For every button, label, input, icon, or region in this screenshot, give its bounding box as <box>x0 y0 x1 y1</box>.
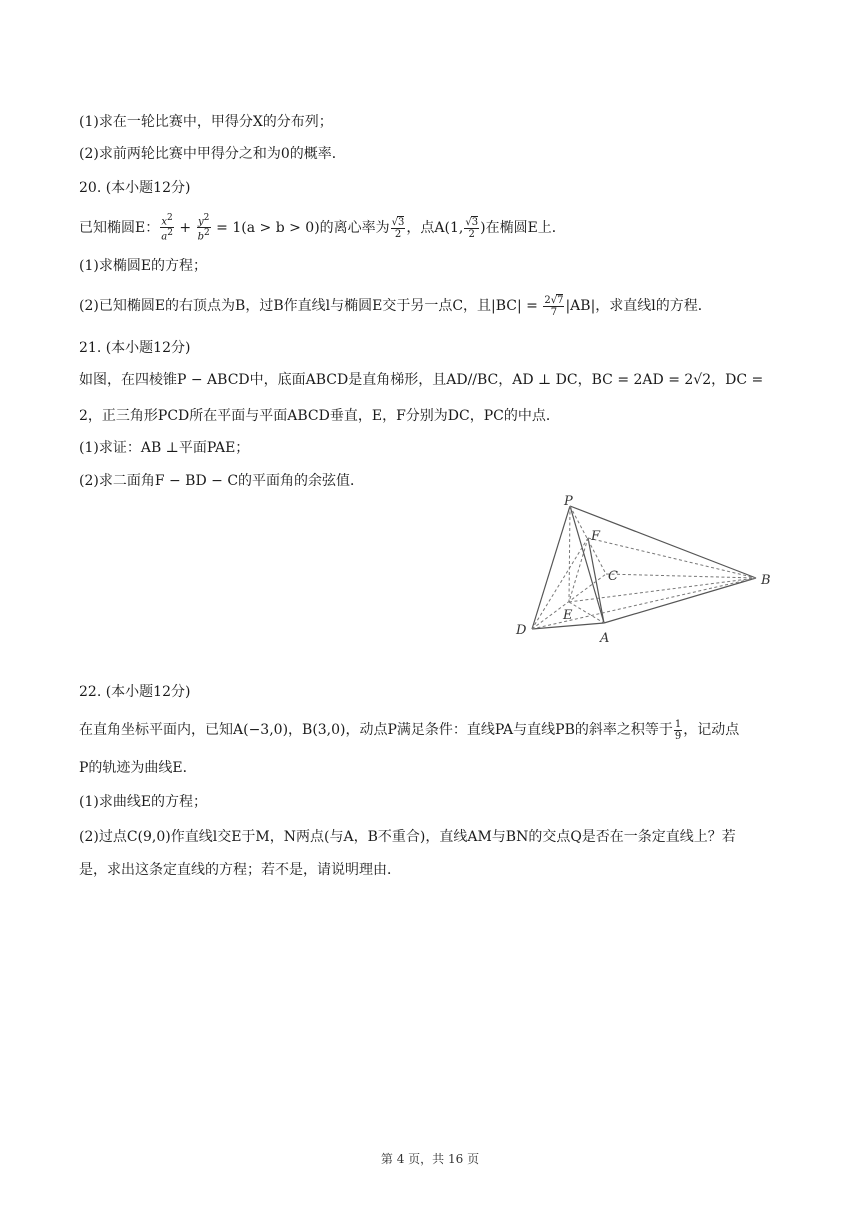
label-f: F <box>591 529 601 544</box>
slope-fraction-num: 1 <box>674 718 682 730</box>
point-a-y-fraction: $\frac{√3}{2}$ <box>465 216 479 240</box>
q22-stem1-a: 在直角坐标平面内，已知A(−3,0)，B(3,0)，动点P满足条件：直线PA与直线PB的斜率之积等于 <box>79 722 673 738</box>
label-c: C <box>608 569 618 584</box>
q21-header: 21. (本小题12分) <box>79 340 191 356</box>
label-a: A <box>600 631 610 646</box>
q20-stem-b: = 1(a > b > 0)的离心率为 <box>211 219 390 236</box>
q19-part1: (1)求在一轮比赛中，甲得分X的分布列； <box>79 114 333 130</box>
edge-eb <box>569 578 756 602</box>
label-d: D <box>516 623 527 638</box>
q22-part2-line2: 是，求出这条定直线的方程；若不是，请说明理由． <box>79 862 401 878</box>
q20-stem-a: 已知椭圆E： <box>79 219 160 236</box>
q20-header: 20. (本小题12分) <box>79 180 191 196</box>
q21-part1: (1)求证：AB ⊥平面PAE； <box>79 440 250 456</box>
ellipse-y-term: $\frac{y2}{b2}$ <box>197 213 210 243</box>
slope-product-fraction <box>674 719 682 742</box>
label-e: E <box>563 608 573 623</box>
edge-da <box>532 623 604 629</box>
q20-part2 <box>79 292 800 320</box>
label-b: B <box>761 573 771 588</box>
ellipse-x-term: $\frac{x2}{a2}$ <box>161 213 173 243</box>
eccentricity-fraction: $\frac{√3}{2}$ <box>391 216 405 240</box>
edge-cb <box>606 574 756 578</box>
q22-part2-line1: (2)过点C(9,0)作直线l交E于M，N两点(与A，B不重合)，直线AM与BN的交点Q是否在一条定直线上？若 <box>79 829 736 845</box>
q22-stem1-b: ，记动点 <box>683 722 740 738</box>
q21-part2: (2)求二面角F − BD − C的平面角的余弦值． <box>79 473 365 489</box>
q22-header: 22. (本小题12分) <box>79 684 191 700</box>
q19-part2: (2)求前两轮比赛中甲得分之和为0的概率． <box>79 146 346 162</box>
page-footer: 第 4 页，共 16 页 <box>380 1152 480 1166</box>
label-p: P <box>564 494 573 509</box>
q21-stem-line1: 如图，在四棱锥P − ABCD中，底面ABCD是直角梯形，且AD//BC，AD ⊥ DC，BC = 2AD = 2√2，DC = <box>79 372 764 388</box>
pyramid-figure <box>508 492 780 648</box>
q20-stem-d: )在椭圆E上． <box>480 219 566 236</box>
bc-ratio-fraction: $\frac{2√7}{7}$ <box>544 295 564 318</box>
edge-fe <box>569 538 588 602</box>
q20-stem: 已知椭圆E： $\frac{x2}{a2}$ + $\frac{y2}{b2}$ = 1(a > b > 0)的离心率为 $\frac{√3}{2}$ ，点A(1, $\frac{√3}{2}$ )在椭圆E上． <box>79 213 566 243</box>
q22-stem-line2: P的轨迹为曲线E． <box>79 760 197 776</box>
q22-stem-line1 <box>79 716 800 744</box>
q22-part1: (1)求曲线E的方程； <box>79 794 208 810</box>
edge-fa <box>588 538 604 623</box>
q20-part1: (1)求椭圆E的方程； <box>79 258 208 274</box>
q20-part2-a: (2)已知椭圆E的右顶点为B，过B作直线l与椭圆E交于另一点C，且|BC| = <box>79 298 543 314</box>
slope-fraction-den: 9 <box>674 730 682 742</box>
edge-fd <box>532 538 588 629</box>
q20-part2-b: |AB|，求直线l的方程． <box>565 298 712 314</box>
edge-ab <box>604 578 756 623</box>
q21-stem-line2: 2，正三角形PCD所在平面与平面ABCD垂直，E，F分别为DC，PC的中点． <box>79 408 560 424</box>
edge-pe <box>569 506 570 602</box>
q20-stem-c: ，点A(1, <box>406 219 464 236</box>
